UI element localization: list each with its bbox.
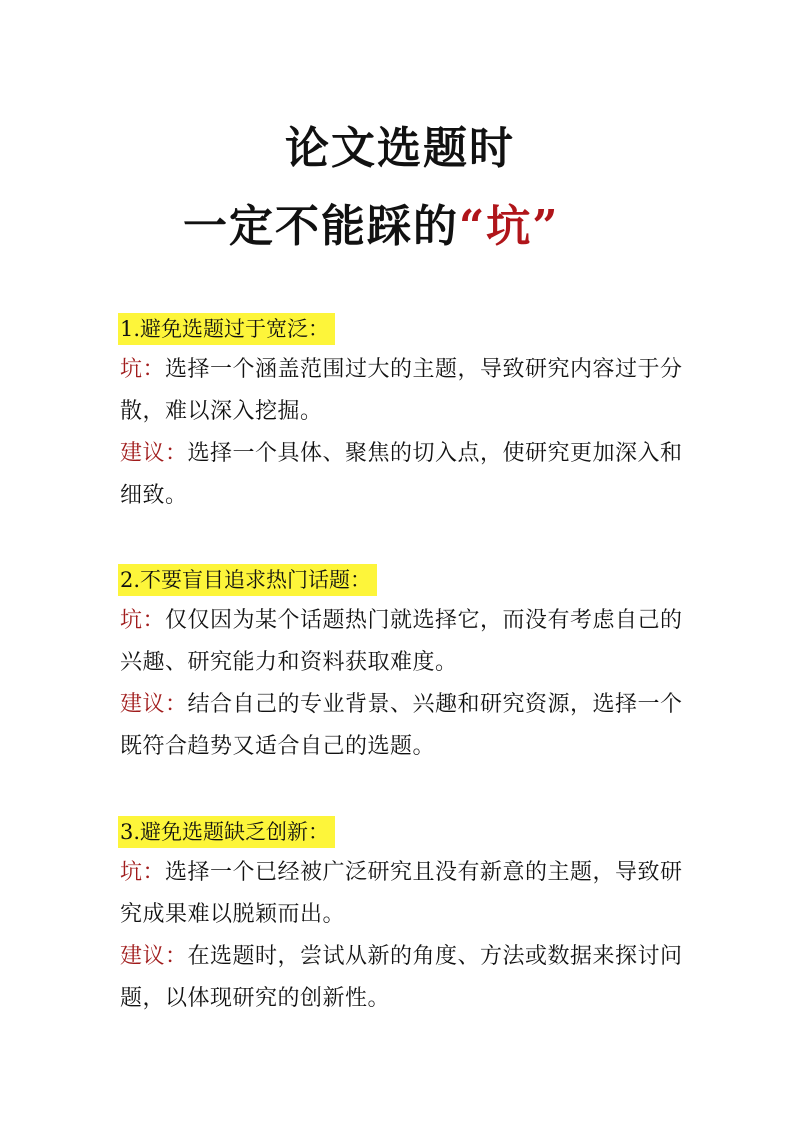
advice-label: 建议：: [120, 944, 188, 969]
advice-text: 结合自己的专业背景、兴趣和研究资源，选择一个既符合趋势又适合自己的选题。: [120, 692, 683, 759]
section-heading: 3.避免选题缺乏创新：: [118, 816, 335, 848]
advice-paragraph: [120, 936, 684, 1020]
section-heading: 2.不要盲目追求热门话题：: [118, 564, 377, 596]
advice-paragraph: [120, 684, 684, 768]
title-line-1: 论文选题时: [285, 123, 515, 174]
pit-paragraph: [120, 852, 684, 936]
pit-label: 坑：: [120, 357, 166, 382]
pit-paragraph: [120, 349, 684, 433]
title-quote: “坑”: [459, 201, 560, 252]
advice-text: 在选题时，尝试从新的角度、方法或数据来探讨问题，以体现研究的创新性。: [120, 944, 683, 1011]
advice-label: 建议：: [120, 692, 188, 717]
pit-label: 坑：: [120, 860, 166, 885]
pit-text: 选择一个已经被广泛研究且没有新意的主题，导致研究成果难以脱颖而出。: [120, 860, 683, 927]
advice-label: 建议：: [120, 441, 188, 466]
section-2: [118, 564, 684, 768]
pit-text: 选择一个涵盖范围过大的主题，导致研究内容过于分散，难以深入挖掘。: [120, 357, 683, 424]
section-3: [118, 816, 684, 1020]
advice-text: 选择一个具体、聚焦的切入点，使研究更加深入和细致。: [120, 441, 683, 508]
section-heading: 1.避免选题过于宽泛：: [118, 313, 335, 345]
title-line-2-prefix: 一定不能踩的: [183, 201, 459, 252]
pit-paragraph: [120, 600, 684, 684]
advice-paragraph: [120, 433, 684, 517]
pit-label: 坑：: [120, 608, 166, 633]
title-line-2: [183, 190, 560, 254]
pit-text: 仅仅因为某个话题热门就选择它，而没有考虑自己的兴趣、研究能力和资料获取难度。: [120, 608, 683, 675]
section-1: [118, 313, 684, 517]
